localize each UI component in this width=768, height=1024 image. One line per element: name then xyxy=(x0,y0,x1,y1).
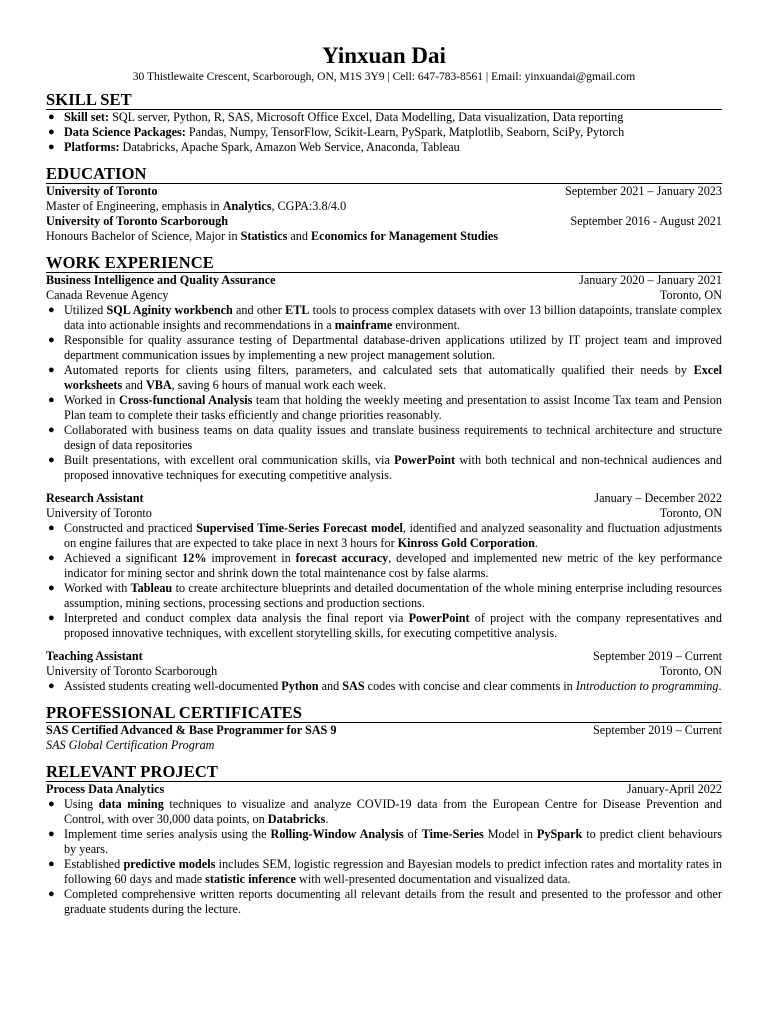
bullet-icon: ● xyxy=(48,141,55,153)
job-title: Teaching Assistant xyxy=(46,649,143,663)
list-item: ● Achieved a significant 12% improvement in forecast accuracy, developed and implemented new metric of the key performance indicator for mining sector and shrink down the total maintenance cost by false alarms. xyxy=(48,551,722,580)
project-title: Process Data Analytics xyxy=(46,782,165,796)
organization: Canada Revenue Agency xyxy=(46,288,169,302)
degree-line: Honours Bachelor of Science, Major in Statistics and Economics for Management Studies xyxy=(46,229,499,243)
list-item: ● Built presentations, with excellent oral communication skills, via PowerPoint with both technical and non-technical audiences and proposed innovative techniques for executing competitive analysis. xyxy=(48,453,722,482)
section-heading-skills: SKILL SET xyxy=(46,91,722,110)
bullet-icon: ● xyxy=(48,612,55,624)
certificate-title: SAS Certified Advanced & Base Programmer for SAS 9 xyxy=(46,723,337,737)
candidate-name: Yinxuan Dai xyxy=(322,43,446,68)
entry-date: January-April 2022 xyxy=(626,782,722,796)
location: Toronto, ON xyxy=(659,288,722,302)
school-name: University of Toronto xyxy=(46,184,158,198)
list-item: ● Responsible for quality assurance testing of Departmental database-driven applications utilized by IT project team and improved department communication issues by implementing a new project management solution. xyxy=(48,333,722,362)
list-item: ● Implement time series analysis using the Rolling-Window Analysis of Time-Series Model in PySpark to predict client behaviours by years. xyxy=(48,827,722,856)
entry-date: January 2020 – January 2021 xyxy=(579,273,722,287)
contact-line: 30 Thistlewaite Crescent, Scarborough, ON, M1S 3Y9 | Cell: 647-783-8561 | Email: yinxuandai@gmail.com xyxy=(132,71,636,83)
bullet-icon: ● xyxy=(48,828,55,840)
list-item: ● Constructed and practiced Supervised Time-Series Forecast model, identified and analyzed seasonality and fluctuation adjustments on engine failures that are expected to take place in next 3 hours for Kinross Gold Corporation. xyxy=(48,521,722,550)
entry-date: September 2021 – January 2023 xyxy=(564,184,722,198)
organization: University of Toronto Scarborough xyxy=(46,664,218,678)
bullet-icon: ● xyxy=(48,454,55,466)
bullet-icon: ● xyxy=(48,126,55,138)
bullet-icon: ● xyxy=(48,111,55,123)
list-item: ● Utilized SQL Aginity workbench and other ETL tools to process complex datasets with over 13 billion datapoints, translate complex data into actionable insights and recommendations in a mainframe environment. xyxy=(48,303,723,332)
list-item: ● Platforms: Databricks, Apache Spark, Amazon Web Service, Anaconda, Tableau xyxy=(48,140,460,154)
skills-list xyxy=(46,110,722,155)
entry-date: September 2019 – Current xyxy=(593,723,722,737)
list-item: ● Collaborated with business teams on data quality issues and translate business requirements to technical architecture and structure design of data repositories xyxy=(48,423,722,452)
location: Toronto, ON xyxy=(659,506,722,520)
list-item: ● Skill set: SQL server, Python, R, SAS, Microsoft Office Excel, Data Modelling, Data visualization, Data reporting xyxy=(48,110,624,124)
job-title: Research Assistant xyxy=(46,491,144,505)
bullet-icon: ● xyxy=(48,334,55,346)
bullet-icon: ● xyxy=(48,858,55,870)
section-heading-certificates: PROFESSIONAL CERTIFICATES xyxy=(46,704,722,723)
list-item: ● Completed comprehensive written reports documenting all relevant details from the result and presented to the professor and other graduate students during the lecture. xyxy=(48,887,722,916)
organization: University of Toronto xyxy=(46,506,152,520)
list-item: ● Data Science Packages: Pandas, Numpy, TensorFlow, Scikit-Learn, PySpark, Matplotlib, Seaborn, SciPy, Pytorch xyxy=(48,125,625,139)
list-item: ● Established predictive models includes SEM, logistic regression and Bayesian models to predict infection rates and mortality rates in following 60 days and made statistic inference with well-presented documentation and visualized data. xyxy=(48,857,722,886)
bullet-icon: ● xyxy=(48,582,55,594)
bullet-icon: ● xyxy=(48,798,55,810)
location: Toronto, ON xyxy=(659,664,722,678)
entry-date: September 2019 – Current xyxy=(593,649,722,663)
job-title: Business Intelligence and Quality Assurance xyxy=(46,273,276,287)
entry-date: January – December 2022 xyxy=(594,491,722,505)
list-item: ● Using data mining techniques to visualize and analyze COVID-19 data from the European Centre for Disease Prevention and Control, with over 30,000 data points, on Databricks. xyxy=(48,797,722,826)
education-entry-header xyxy=(46,184,722,199)
section-heading-education: EDUCATION xyxy=(46,165,722,184)
bullet-icon: ● xyxy=(48,552,55,564)
bullet-icon: ● xyxy=(48,522,55,534)
job-entry xyxy=(46,649,722,694)
certificate-program: SAS Global Certification Program xyxy=(46,738,215,752)
bullet-icon: ● xyxy=(48,304,55,316)
bullet-icon: ● xyxy=(48,394,55,406)
list-item: ● Worked in Cross-functional Analysis team that holding the weekly meeting and presentation to assist Income Tax team and Pension Plan team to complete their tasks efficiently and change priorities reasonably. xyxy=(48,393,722,422)
job-entry xyxy=(46,491,722,641)
entry-date: September 2016 - August 2021 xyxy=(570,214,722,228)
education-entry-header xyxy=(46,214,722,229)
bullet-icon: ● xyxy=(48,888,55,900)
job-entry xyxy=(46,273,722,483)
section-heading-project: RELEVANT PROJECT xyxy=(46,763,722,782)
bullet-icon: ● xyxy=(48,680,55,692)
school-name: University of Toronto Scarborough xyxy=(46,214,229,228)
bullet-icon: ● xyxy=(48,424,55,436)
bullet-icon: ● xyxy=(48,364,55,376)
list-item: ● Interpreted and conduct complex data analysis the final report via PowerPoint of project with the company representatives and proposed innovative techniques, with excellent storytelling skills, for executing competitive analysis. xyxy=(48,611,722,640)
section-heading-work: WORK EXPERIENCE xyxy=(46,254,722,273)
degree-line: Master of Engineering, emphasis in Analytics, CGPA:3.8/4.0 xyxy=(46,199,347,213)
list-item: ● Automated reports for clients using filters, parameters, and calculated sets that automatically qualified their needs by Excel worksheets and VBA, saving 6 hours of manual work each week. xyxy=(48,363,722,392)
list-item: ● Assisted students creating well-documented Python and SAS codes with concise and clear comments in Introduction to programming. xyxy=(48,679,722,693)
list-item: ● Worked with Tableau to create architecture blueprints and detailed documentation of the whole mining enterprise including resources assumption, mining sections, processing sections and production sections. xyxy=(48,581,722,610)
